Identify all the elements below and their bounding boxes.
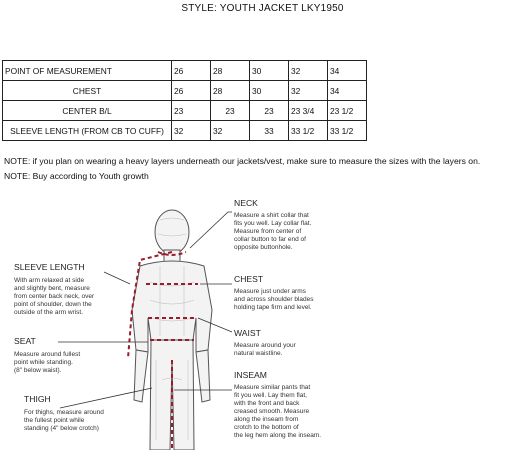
table-header-cell: 26	[172, 61, 211, 81]
table-header-cell: 30	[250, 61, 289, 81]
thigh-desc-line: standing (4" below crotch)	[24, 425, 99, 432]
neck-desc-line: collar button to far end of	[234, 236, 306, 243]
table-cell: 32	[172, 121, 211, 141]
table-row	[3, 121, 367, 141]
inseam-desc-line: creased smooth. Measure	[234, 408, 310, 415]
table-cell: 23 3/4	[289, 101, 328, 121]
table-row	[3, 101, 367, 121]
sleeve-desc-line: point of shoulder, down the	[14, 301, 92, 308]
chest-desc-line: Measure just under arms	[234, 288, 306, 295]
seat-desc-line: point while standing.	[14, 359, 73, 366]
measurement-diagram	[0, 190, 525, 450]
table-cell: 26	[172, 81, 211, 101]
neck-title: NECK	[234, 198, 258, 208]
note-layers: NOTE: if you plan on wearing a heavy layers underneath our jackets/vest, make sure to measure the sizes with the layers on.	[4, 156, 481, 166]
sleeve-title: SLEEVE LENGTH	[14, 262, 85, 272]
table-cell: CENTER B/L	[3, 101, 172, 121]
chest-desc-line: holding tape firm and level.	[234, 304, 312, 311]
note-youth-growth: NOTE: Buy according to Youth growth	[4, 171, 149, 181]
table-cell: 28	[211, 81, 250, 101]
waist-desc-line: Measure around your	[234, 342, 296, 349]
table-cell: 23	[250, 101, 289, 121]
sleeve-desc-line: With arm relaxed at side	[14, 277, 85, 284]
seat-desc-line: (8" below waist).	[14, 367, 62, 374]
thigh-desc-line: For thighs, measure around	[24, 409, 104, 416]
table-cell: 33	[250, 121, 289, 141]
thigh-title: THIGH	[24, 394, 51, 404]
table-cell: 23	[172, 101, 211, 121]
table-cell: 33 1/2	[328, 121, 367, 141]
table-cell: 32	[211, 121, 250, 141]
table-row	[3, 81, 367, 101]
waist-title: WAIST	[234, 328, 261, 338]
chest-desc-line: and across shoulder blades	[234, 296, 314, 303]
neck-desc-line: Measure a shirt collar that	[234, 212, 309, 219]
table-cell: 30	[250, 81, 289, 101]
body-figure	[132, 210, 212, 450]
table-cell: CHEST	[3, 81, 172, 101]
table-cell: 23 1/2	[328, 101, 367, 121]
inseam-title: INSEAM	[234, 370, 267, 380]
page-title: STYLE: YOUTH JACKET LKY1950	[181, 3, 344, 14]
inseam-desc-line: fit you well. Lay them flat,	[234, 392, 307, 399]
sleeve-desc-line: from center back neck, over	[14, 293, 95, 300]
inseam-desc-line: crotch to the bottom of	[234, 424, 299, 431]
inseam-desc-line: along the inseam from	[234, 416, 299, 423]
thigh-desc-line: the fullest point while	[24, 417, 85, 424]
seat-desc-line: Measure around fullest	[14, 351, 81, 358]
inseam-desc-line: Measure similar pants that	[234, 384, 311, 391]
table-cell: SLEEVE LENGTH (FROM CB TO CUFF)	[3, 121, 172, 141]
size-chart-table	[2, 60, 367, 141]
inseam-desc-line: the leg hem along the inseam.	[234, 432, 322, 439]
table-header-cell: 28	[211, 61, 250, 81]
seat-title: SEAT	[14, 336, 36, 346]
table-cell: 33 1/2	[289, 121, 328, 141]
table-cell: 23	[211, 101, 250, 121]
sleeve-desc-line: and slightly bent, measure	[14, 285, 90, 292]
neck-desc-line: Measure from center of	[234, 228, 302, 235]
table-header-cell: 34	[328, 61, 367, 81]
table-cell: 32	[289, 81, 328, 101]
neck-desc-line: fits you well. Lay collar flat.	[234, 220, 312, 227]
inseam-desc-line: with the front and back	[234, 400, 300, 407]
neck-desc-line: opposite buttonhole.	[234, 244, 293, 251]
chest-title: CHEST	[234, 274, 264, 284]
table-header-cell: 32	[289, 61, 328, 81]
waist-desc-line: natural waistline.	[234, 350, 283, 357]
table-cell: 34	[328, 81, 367, 101]
sleeve-desc-line: outside of the arm wrist.	[14, 309, 83, 316]
table-header-cell: POINT OF MEASUREMENT	[3, 61, 172, 81]
table-header-row	[3, 61, 367, 81]
